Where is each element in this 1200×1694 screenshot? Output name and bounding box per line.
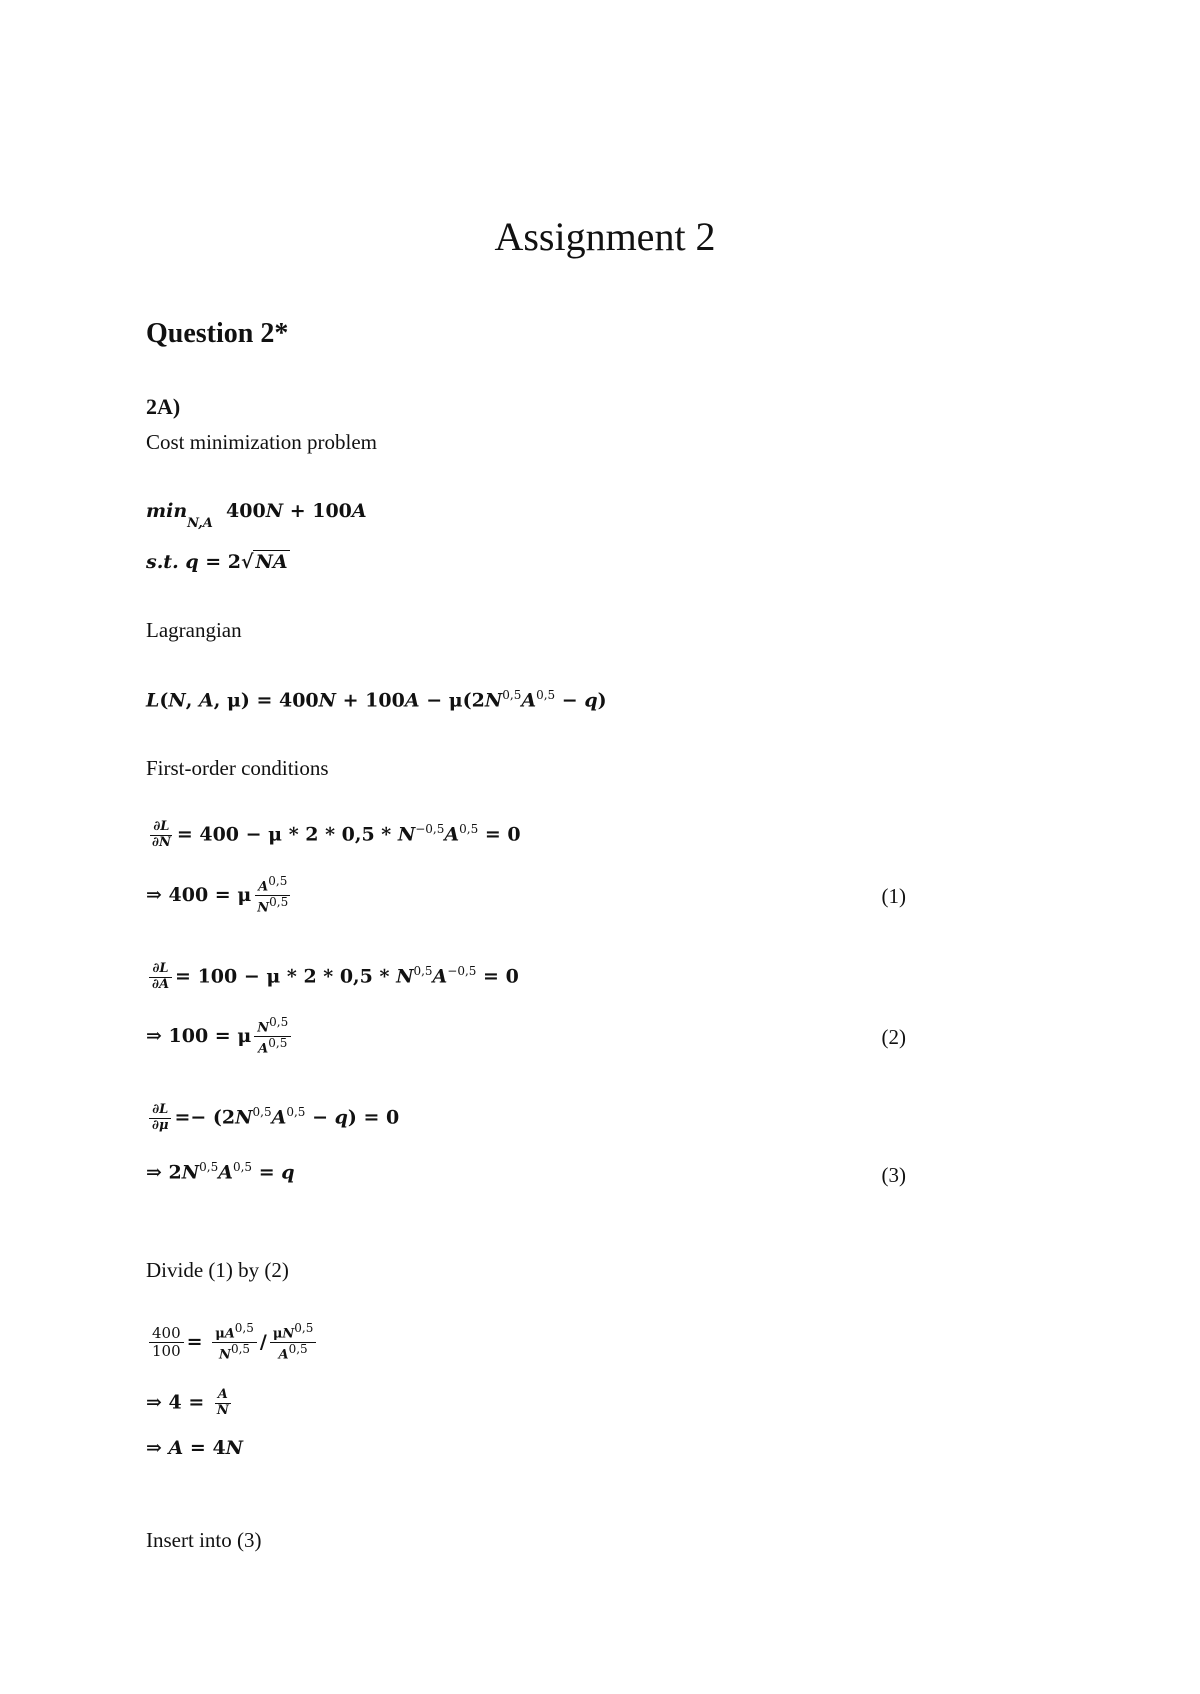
foc-a-result: ⇒ 100 = μ $\frac{N^{0,5}}{A^{0,5}}$: [146, 1016, 294, 1058]
ratio-result: ⇒ 4 = $\frac{A}{N}$: [146, 1388, 235, 1419]
cost-minimization-label: Cost minimization problem: [146, 430, 377, 454]
objective-equation: $\min_{N,A} 400N + 100A$: [146, 500, 367, 531]
question-heading: Question 2*: [146, 318, 289, 349]
foc-mu-equation: $\frac{\partial L}{\partial\mu}$ =− $(2N^{0,5}A^{0,5} - q) = 0$: [146, 1103, 399, 1134]
part-heading: 2A): [146, 394, 181, 419]
page-title: Assignment 2: [494, 214, 716, 259]
divide-label: Divide (1) by (2): [146, 1258, 289, 1282]
lagrangian-label: Lagrangian: [146, 618, 242, 642]
constraint-equation: s.t. q = 2√ NA: [146, 551, 288, 573]
equation-number-3: (3): [881, 1163, 906, 1187]
insert-label: Insert into (3): [146, 1528, 262, 1552]
foc-mu-result: ⇒ $2N^{0,5}A^{0,5} = q$: [146, 1160, 295, 1184]
lagrangian-equation: L(N, A, $\mu) = 400N + 100A - \mu(2N^{0,5}A^{0,5} - q)$: [146, 688, 607, 712]
foc-n-equation: $\frac{\partial L}{\partial N}$ = $400 - \mu * 2 * 0,5 * N^{-0,5}A^{0,5} = 0$: [152, 819, 521, 850]
foc-label: First-order conditions: [146, 756, 329, 780]
equation-number-2: (2): [881, 1025, 906, 1049]
foc-n-result: ⇒ 400 = μ $\frac{A^{0,5}}{N^{0,5}}$: [146, 875, 294, 917]
equation-number-1: (1): [881, 884, 906, 908]
a-equals-4n: ⇒ A = 4N: [146, 1437, 244, 1459]
foc-a-equation: $\frac{\partial L}{\partial A}$ = $100 - \mu * 2 * 0,5 * N^{0,5}A^{-0,5} = 0$: [146, 962, 519, 993]
divide-equation: $\frac{400}{100}$ = $\frac{\mu A^{0,5}}{N^{0,5}}$ / $\frac{\mu N^{0,5}}{A^{0,5}}$: [146, 1322, 319, 1364]
